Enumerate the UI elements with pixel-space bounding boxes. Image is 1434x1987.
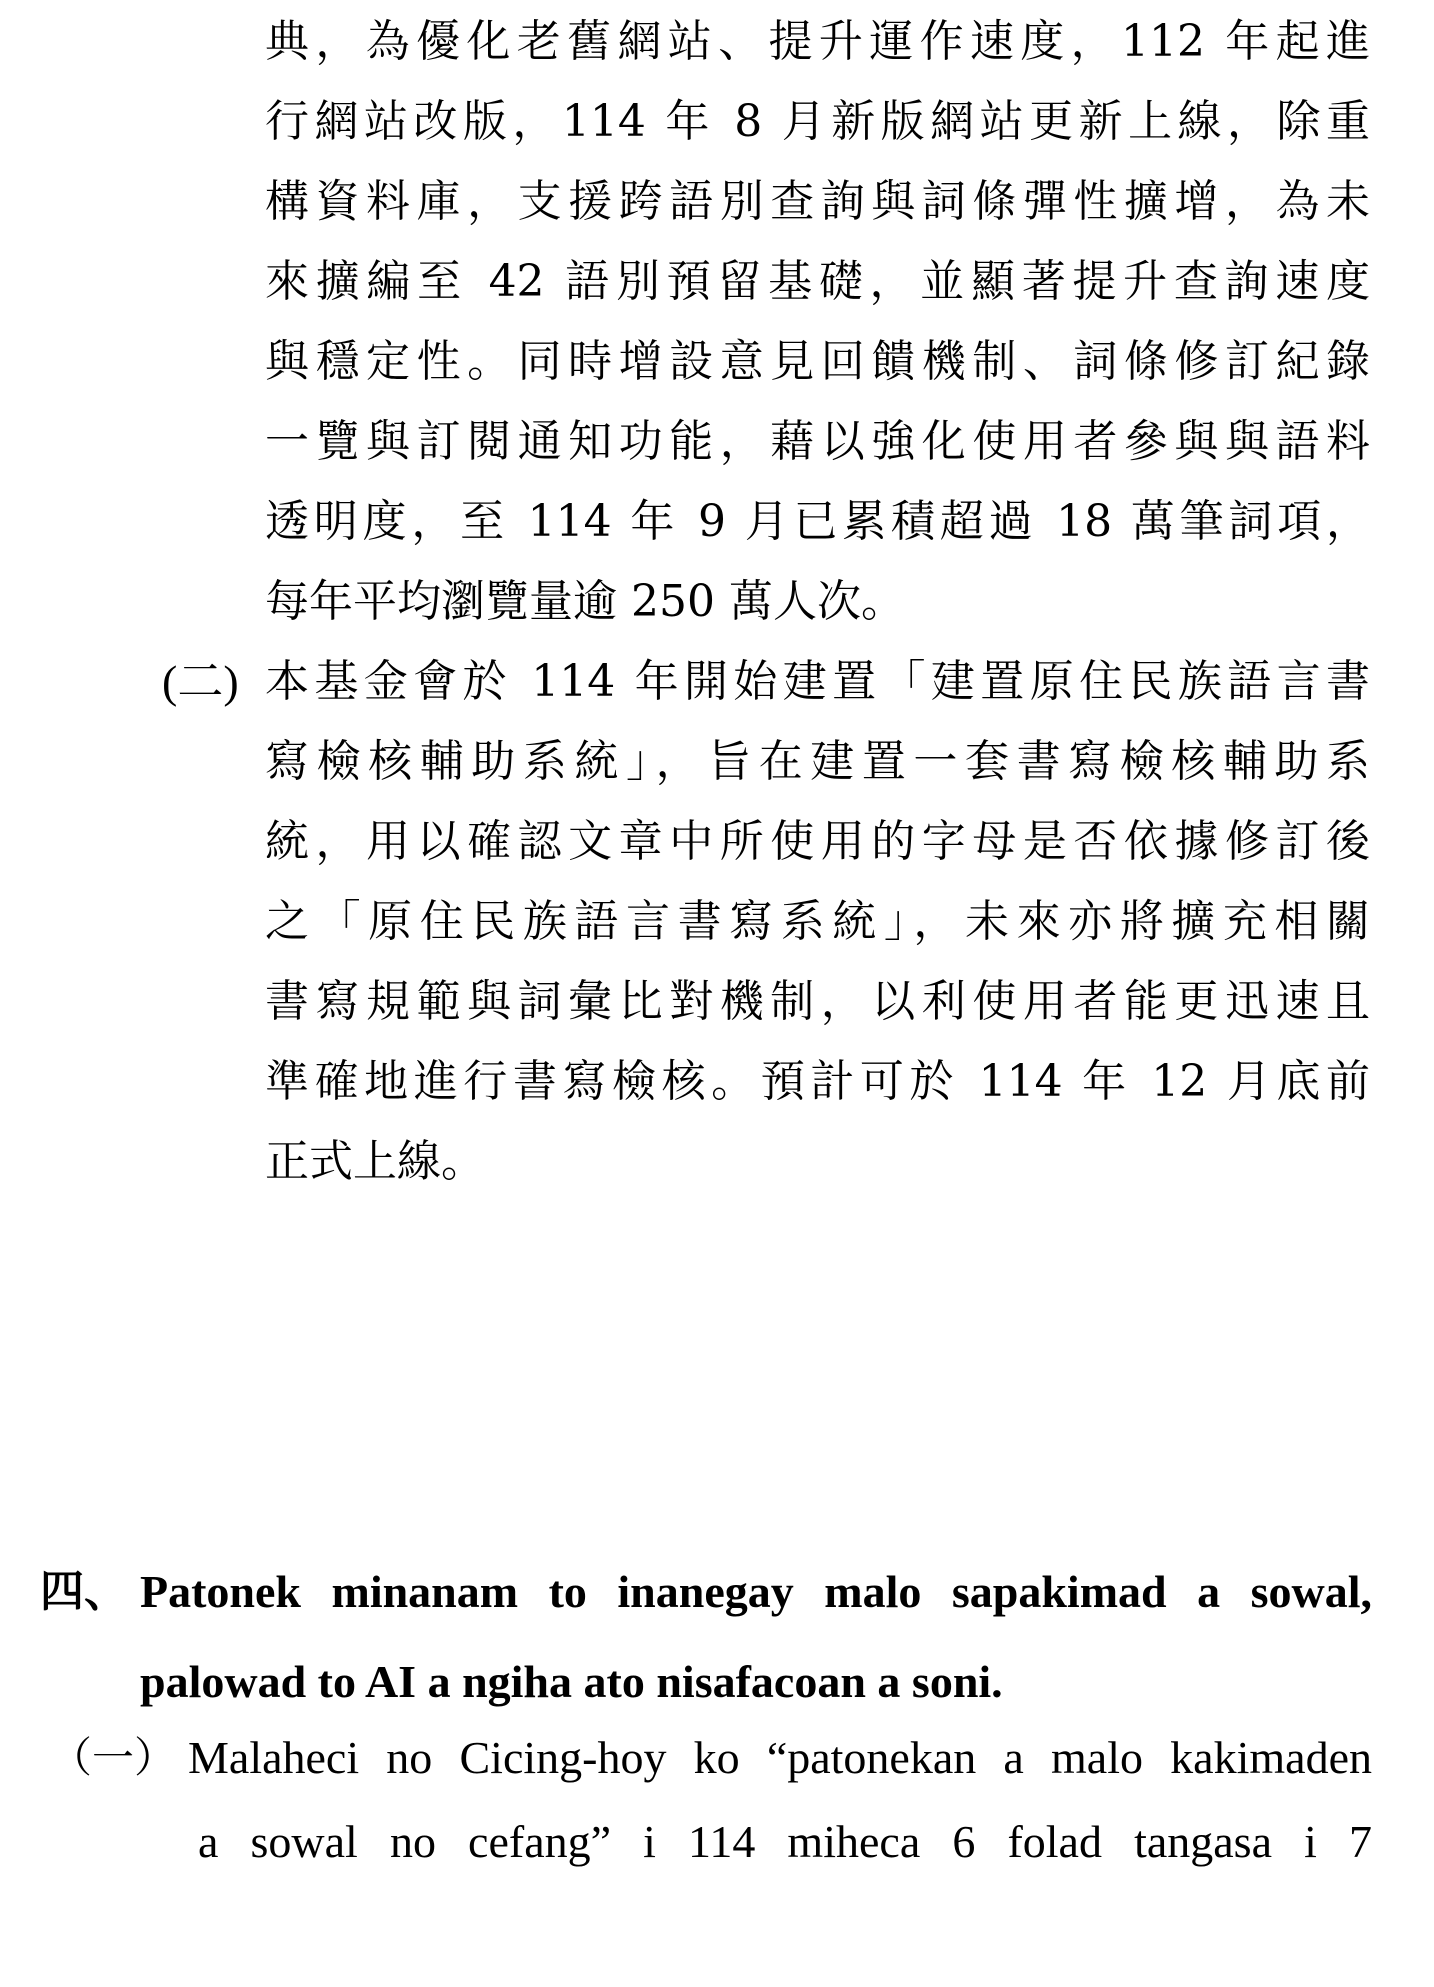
section-four-title-line: Patonek minanam to inanegay malo sapakimad a sowal, xyxy=(140,1566,1372,1617)
section-four-title-line: palowad to AI a ngiha ato nisafacoan a soni. xyxy=(140,1656,1003,1707)
item-two-marker: (二) xyxy=(162,656,239,707)
intro-line: 典，為優化老舊網站、提升運作速度，112 年起進 xyxy=(265,16,1370,67)
item-one-line: a sowal no cefang” i 114 miheca 6 folad tangasa i 7 xyxy=(198,1816,1372,1867)
item-one-marker: （一） xyxy=(50,1733,177,1782)
intro-line: 與穩定性。同時增設意見回饋機制、詞條修訂紀錄 xyxy=(265,336,1370,387)
intro-line: 每年平均瀏覽量逾 250 萬人次。 xyxy=(265,576,905,627)
item-two-line: 準確地進行書寫檢核。預計可於 114 年 12 月底前 xyxy=(265,1056,1370,1107)
intro-line: 行網站改版，114 年 8 月新版網站更新上線，除重 xyxy=(265,96,1370,147)
item-two-line: 正式上線。 xyxy=(265,1136,485,1187)
intro-line: 來擴編至 42 語別預留基礎，並顯著提升查詢速度 xyxy=(265,256,1370,307)
item-two-line: 之「原住民族語言書寫系統」，未來亦將擴充相關 xyxy=(265,896,1370,947)
item-one-line: Malaheci no Cicing-hoy ko “patonekan a malo kakimaden xyxy=(188,1732,1372,1783)
section-four-number: 四、 xyxy=(40,1566,128,1617)
item-two-line: 書寫規範與詞彙比對機制，以利使用者能更迅速且 xyxy=(265,976,1370,1027)
intro-line: 透明度，至 114 年 9 月已累積超過 18 萬筆詞項， xyxy=(265,496,1370,547)
item-two-line: 統，用以確認文章中所使用的字母是否依據修訂後 xyxy=(265,816,1370,867)
intro-line: 構資料庫，支援跨語別查詢與詞條彈性擴增，為未 xyxy=(265,176,1370,227)
item-two-line: 本基金會於 114 年開始建置「建置原住民族語言書 xyxy=(265,656,1370,707)
intro-line: 一覽與訂閱通知功能，藉以強化使用者參與與語料 xyxy=(265,416,1370,467)
item-two-line: 寫檢核輔助系統」，旨在建置一套書寫檢核輔助系 xyxy=(265,736,1370,787)
